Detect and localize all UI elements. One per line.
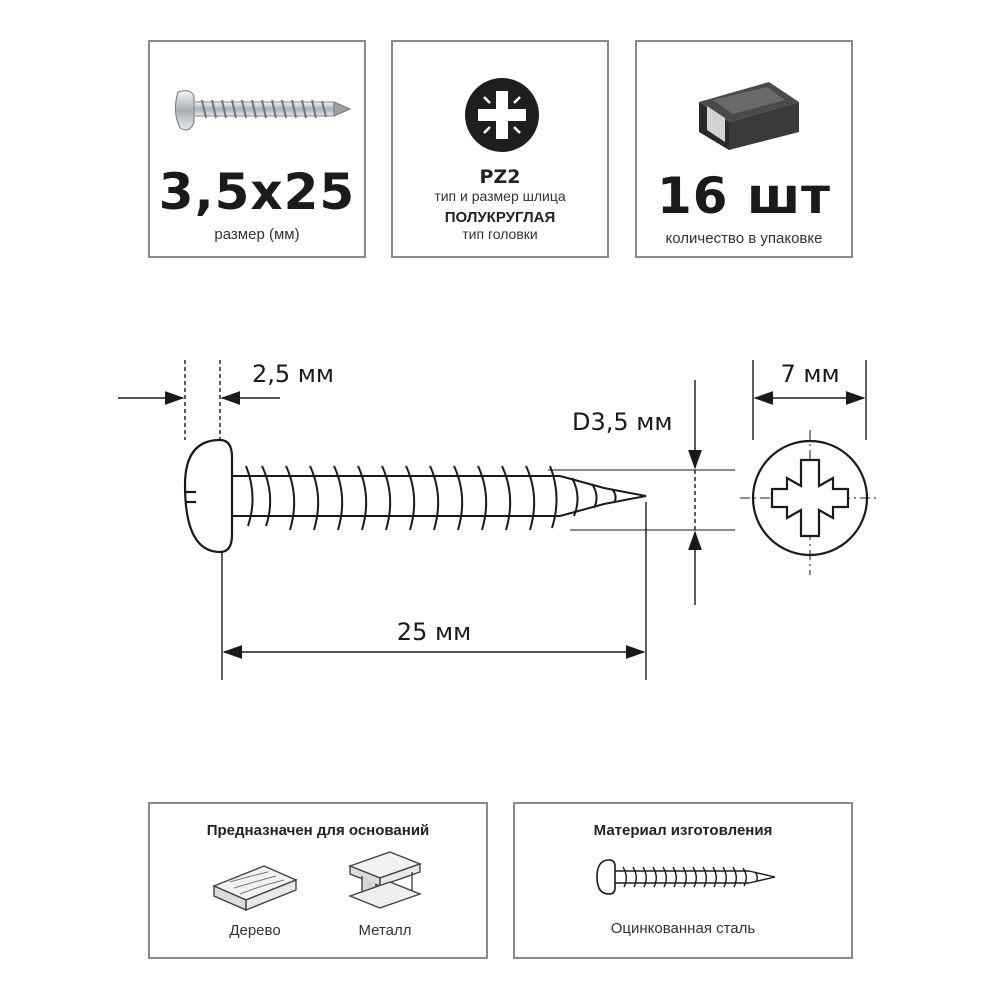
quantity-card <box>635 40 853 258</box>
head-diameter-label: 7 мм <box>780 360 840 388</box>
length-label: 25 мм <box>396 618 472 646</box>
screw-head-top-view <box>740 430 880 575</box>
thread-diameter-label: D3,5 мм <box>572 408 673 436</box>
head-type: ПОЛУКРУГЛАЯ <box>444 209 556 226</box>
quantity-value: 16 шт <box>656 167 832 225</box>
metal-profile-icon <box>340 846 430 916</box>
material-value: Оцинкованная сталь <box>610 920 756 937</box>
screw-head-side <box>185 440 232 552</box>
slot-code: PZ2 <box>479 166 521 188</box>
head-height-label: 2,5 мм <box>252 360 335 388</box>
quantity-caption: количество в упаковке <box>665 230 823 247</box>
screw-technical-drawing <box>0 290 1000 710</box>
purpose-card <box>148 802 488 959</box>
material-title: Материал изготовления <box>593 822 773 839</box>
purpose-title: Предназначен для оснований <box>206 822 430 839</box>
size-value: 3,5x25 <box>158 163 356 221</box>
metal-label: Металл <box>358 922 412 939</box>
wood-label: Дерево <box>229 922 281 939</box>
pozidriv-icon <box>462 75 542 155</box>
head-caption: тип головки <box>462 226 538 242</box>
slot-caption: тип и размер шлица <box>434 188 566 204</box>
size-card <box>148 40 366 258</box>
screw-outline-icon <box>589 852 789 902</box>
screw-photo-icon <box>150 42 364 132</box>
wood-icon <box>210 856 300 916</box>
box-package-icon <box>689 62 809 152</box>
material-card <box>513 802 853 959</box>
slot-card <box>391 40 609 258</box>
size-caption: размер (мм) <box>214 226 300 243</box>
